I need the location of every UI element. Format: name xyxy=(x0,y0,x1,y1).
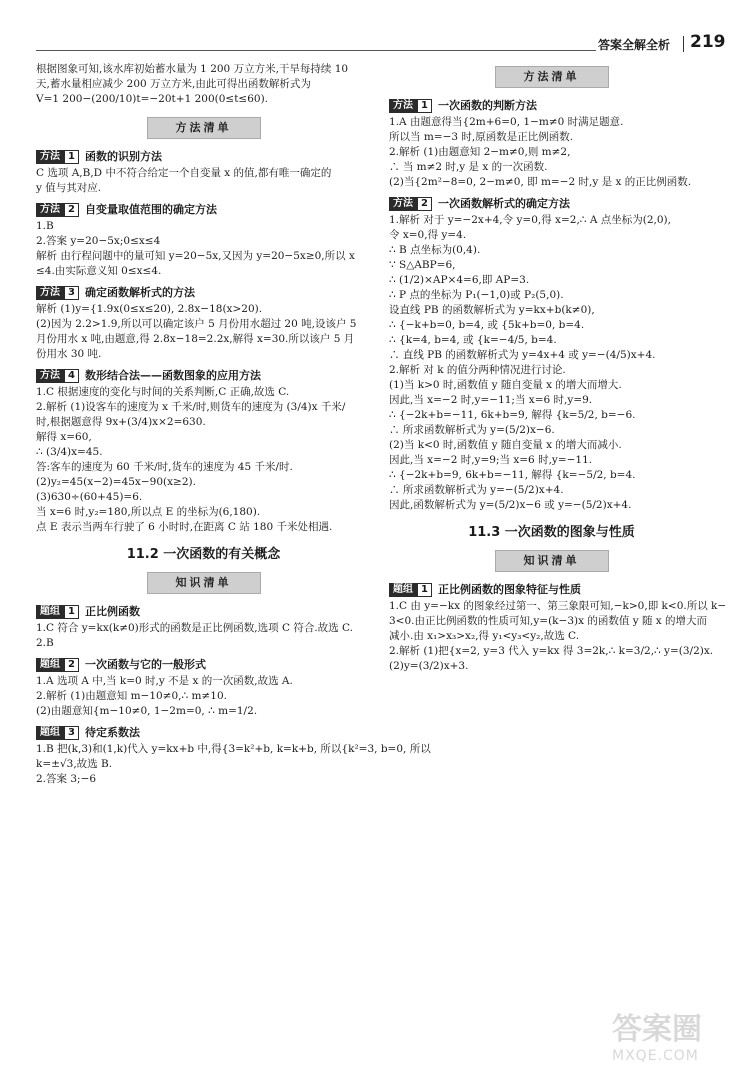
knowledge-list-banner: 知识清单 xyxy=(495,550,609,572)
answer-line: (2)因为 2.2>1.9,所以可以确定该户 5 月份用水超过 20 吨,设该户 5 xyxy=(36,318,357,330)
answer-line: 2.B xyxy=(36,637,54,649)
method-number: 2 xyxy=(64,203,79,217)
answer-line: 因此,当 x=−2 时,y=−11;当 x=6 时,y=9. xyxy=(389,394,593,406)
method-number: 3 xyxy=(64,286,79,300)
answer-line: 2.解析 对 k 的值分两种情况进行讨论. xyxy=(389,364,566,376)
answer-line: 2.解析 (1)由题意知 2−m≠0,则 m≠2, xyxy=(389,146,571,158)
method-list-banner: 方法清单 xyxy=(147,117,261,139)
answer-line: (2)当 k<0 时,函数值 y 随自变量 x 的增大而减小. xyxy=(389,439,622,451)
answer-line: 1.B 把(k,3)和(1,k)代入 y=kx+b 中,得{3=k²+b, k=k+b, 所以{k²=3, b=0, 所以 xyxy=(36,743,431,755)
method-tag: 方法 xyxy=(389,197,417,211)
answer-line: ∴ 直线 PB 的函数解析式为 y=4x+4 或 y=−(4/5)x+4. xyxy=(389,349,656,361)
answer-line: 1.C 符合 y=kx(k≠0)形式的函数是正比例函数,选项 C 符合.故选 C. xyxy=(36,622,353,634)
group-title: 待定系数法 xyxy=(84,726,140,739)
answer-line: ∴ {−k+b=0, b=4, 或 {5k+b=0, b=4. xyxy=(389,319,585,331)
header-separator xyxy=(683,36,684,52)
method-tag: 方法 xyxy=(36,369,64,383)
answer-line: (3)630÷(60+45)=6. xyxy=(36,491,143,503)
answer-line: ∴ P 点的坐标为 P₁(−1,0)或 P₂(5,0). xyxy=(389,289,564,301)
method-number: 1 xyxy=(64,150,79,164)
answer-line: ≤4.由实际意义知 0≤x≤4. xyxy=(36,265,162,277)
answer-line: ∴ B 点坐标为(0,4). xyxy=(389,244,481,256)
answer-line: ∴ 所求函数解析式为 y=(5/2)x−6. xyxy=(389,424,555,436)
group-tag: 题组 xyxy=(389,583,417,597)
answer-line: 1.C 由 y=−kx 的图象经过第一、第三象限可知,−k>0,即 k<0.所以 k− xyxy=(389,600,727,612)
answer-line: 月份用水 x 吨,由题意,得 2.8x−18=2.2x,解得 x=30.所以该户 5 月 xyxy=(36,333,355,345)
group-number: 1 xyxy=(64,605,79,619)
watermark xyxy=(612,1004,736,1064)
answer-line: (2)当{2m²−8=0, 2−m≠0, 即 m=−2 时,y 是 x 的正比例函数. xyxy=(389,176,692,188)
answer-line: 所以当 m=−3 时,原函数是正比例函数. xyxy=(389,131,574,143)
group-heading xyxy=(36,657,371,672)
group-tag: 题组 xyxy=(36,726,64,740)
method-number: 2 xyxy=(417,197,432,211)
group-title: 正比例函数 xyxy=(84,605,140,618)
answer-line: 1.A 选项 A 中,当 k=0 时,y 不是 x 的一次函数,故选 A. xyxy=(36,675,293,687)
intro-line: V=1 200−(200/10)t=−20t+1 200(0≤t≤60). xyxy=(36,93,269,105)
page-number: 219 xyxy=(690,32,726,52)
answer-line: k=±√3,故选 B. xyxy=(36,758,113,770)
answer-line: ∴ (3/4)x=45. xyxy=(36,446,103,458)
answer-line: ∴ {k=4, b=4, 或 {k=−4/5, b=4. xyxy=(389,334,557,346)
group-heading xyxy=(36,725,371,740)
method-heading xyxy=(36,285,371,300)
method-title: 数形结合法——函数图象的应用方法 xyxy=(84,369,261,382)
header-brand: 答案全解全析 xyxy=(598,38,671,52)
method-heading xyxy=(36,368,371,383)
answer-line: ∴ {−2k+b=−11, 6k+b=9, 解得 {k=5/2, b=−6. xyxy=(389,409,636,421)
group-title: 正比例函数的图象特征与性质 xyxy=(437,583,581,596)
method-tag: 方法 xyxy=(36,203,64,217)
method-tag: 方法 xyxy=(36,150,64,164)
method-tag: 方法 xyxy=(36,286,64,300)
group-heading xyxy=(36,604,371,619)
answer-line: 答:客车的速度为 60 千米/时,货车的速度为 45 千米/时. xyxy=(36,461,293,473)
method-number: 1 xyxy=(417,99,432,113)
answer-line: 2.答案 y=20−5x;0≤x≤4 xyxy=(36,235,161,247)
answer-line: (2)由题意知{m−10≠0, 1−2m=0, ∴ m=1/2. xyxy=(36,705,258,717)
group-number: 1 xyxy=(417,583,432,597)
answer-line: 当 x=6 时,y₂=180,所以点 E 的坐标为(6,180). xyxy=(36,506,261,518)
group-tag: 题组 xyxy=(36,605,64,619)
group-number: 3 xyxy=(64,726,79,740)
answer-line: 3<0.由正比例函数的性质可知,y=(k−3)x 的函数值 y 随 x 的增大而 xyxy=(389,615,708,627)
header-rule xyxy=(36,50,596,51)
answer-line: 1.解析 对于 y=−2x+4,令 y=0,得 x=2,∴ A 点坐标为(2,0), xyxy=(389,214,671,226)
page-header xyxy=(0,0,750,56)
method-title: 一次函数解析式的确定方法 xyxy=(437,197,570,210)
answer-line: ∴ 所求函数解析式为 y=−(5/2)x+4. xyxy=(389,484,564,496)
answer-line: C 选项 A,B,D 中不符合给定一个自变量 x 的值,都有唯一确定的 xyxy=(36,167,332,179)
answer-line: 1.C 根据速度的变化与时间的关系判断,C 正确,故选 C. xyxy=(36,386,290,398)
answer-line: 2.解析 (1)设客车的速度为 x 千米/时,则货车的速度为 (3/4)x 千米/ xyxy=(36,401,346,413)
answer-line: 因此,函数解析式为 y=(5/2)x−6 或 y=−(5/2)x+4. xyxy=(389,499,632,511)
answer-line: 解析 (1)y={1.9x(0≤x≤20), 2.8x−18(x>20). xyxy=(36,303,263,315)
group-number: 2 xyxy=(64,658,79,672)
answer-line: (2)y=(3/2)x+3. xyxy=(389,660,469,672)
method-number: 4 xyxy=(64,369,79,383)
section-title: 11.3 一次函数的图象与性质 xyxy=(468,525,635,540)
answer-line: 点 E 表示当两车行驶了 6 小时时,在距离 C 站 180 千米处相遇. xyxy=(36,521,333,533)
method-list-banner: 方法清单 xyxy=(495,66,609,88)
group-tag: 题组 xyxy=(36,658,64,672)
watermark-logo: 答案圈 xyxy=(612,1012,702,1047)
answer-line: y 值与其对应. xyxy=(36,182,102,194)
method-title: 函数的识别方法 xyxy=(84,150,162,163)
method-heading xyxy=(36,202,371,217)
section-title: 11.2 一次函数的有关概念 xyxy=(126,547,281,562)
answer-line: 减小.由 x₁>x₃>x₂,得 y₁<y₃<y₂,故选 C. xyxy=(389,630,580,642)
answer-line: 1.B xyxy=(36,220,54,232)
answer-line: 2.解析 (1)由题意知 m−10≠0,∴ m≠10. xyxy=(36,690,227,702)
intro-line: 根据图象可知,该水库初始蓄水量为 1 200 万立方米,干旱每持续 10 xyxy=(36,63,349,75)
answer-line: 2.答案 3;−6 xyxy=(36,773,97,785)
right-column xyxy=(389,62,727,674)
answer-line: (1)当 k>0 时,函数值 y 随自变量 x 的增大而增大. xyxy=(389,379,622,391)
method-heading xyxy=(36,149,371,164)
answer-line: ∴ 当 m≠2 时,y 是 x 的一次函数. xyxy=(389,161,548,173)
method-title: 一次函数的判断方法 xyxy=(437,99,537,112)
method-heading xyxy=(389,98,714,113)
intro-line: 天,蓄水量相应减少 200 万立方米,由此可得出函数解析式为 xyxy=(36,78,311,90)
answer-line: 时,根据题意得 9x+(3/4)x×2=630. xyxy=(36,416,206,428)
answer-line: 因此,当 x=−2 时,y=9;当 x=6 时,y=−11. xyxy=(389,454,593,466)
answer-line: (2)y₂=45(x−2)=45x−90(x≥2). xyxy=(36,476,196,488)
answer-line: 2.解析 (1)把{x=2, y=3 代入 y=kx 得 3=2k,∴ k=3/2,∴ y=(3/2)x. xyxy=(389,645,714,657)
answer-line: 1.A 由题意得当{2m+6=0, 1−m≠0 时满足题意. xyxy=(389,116,624,128)
answer-line: 令 x=0,得 y=4. xyxy=(389,229,467,241)
method-tag: 方法 xyxy=(389,99,417,113)
method-title: 确定函数解析式的方法 xyxy=(84,286,195,299)
answer-line: ∴ {−2k+b=9, 6k+b=−11, 解得 {k=−5/2, b=4. xyxy=(389,469,636,481)
method-title: 自变量取值范围的确定方法 xyxy=(84,203,217,216)
answer-line: 解得 x=60, xyxy=(36,431,92,443)
watermark-url: MXQE.COM xyxy=(612,1048,699,1064)
group-heading xyxy=(389,582,714,597)
answer-line: ∴ (1/2)×AP×4=6,即 AP=3. xyxy=(389,274,530,286)
answer-line: 设直线 PB 的函数解析式为 y=kx+b(k≠0), xyxy=(389,304,595,316)
knowledge-list-banner: 知识清单 xyxy=(147,572,261,594)
answer-line: 解析 由行程问题中的量可知 y=20−5x,又因为 y=20−5x≥0,所以 x xyxy=(36,250,355,262)
answer-line: ∵ S△ABP=6, xyxy=(389,259,456,271)
answer-line: 份用水 30 吨. xyxy=(36,348,102,360)
method-heading xyxy=(389,196,714,211)
group-title: 一次函数与它的一般形式 xyxy=(84,658,206,671)
